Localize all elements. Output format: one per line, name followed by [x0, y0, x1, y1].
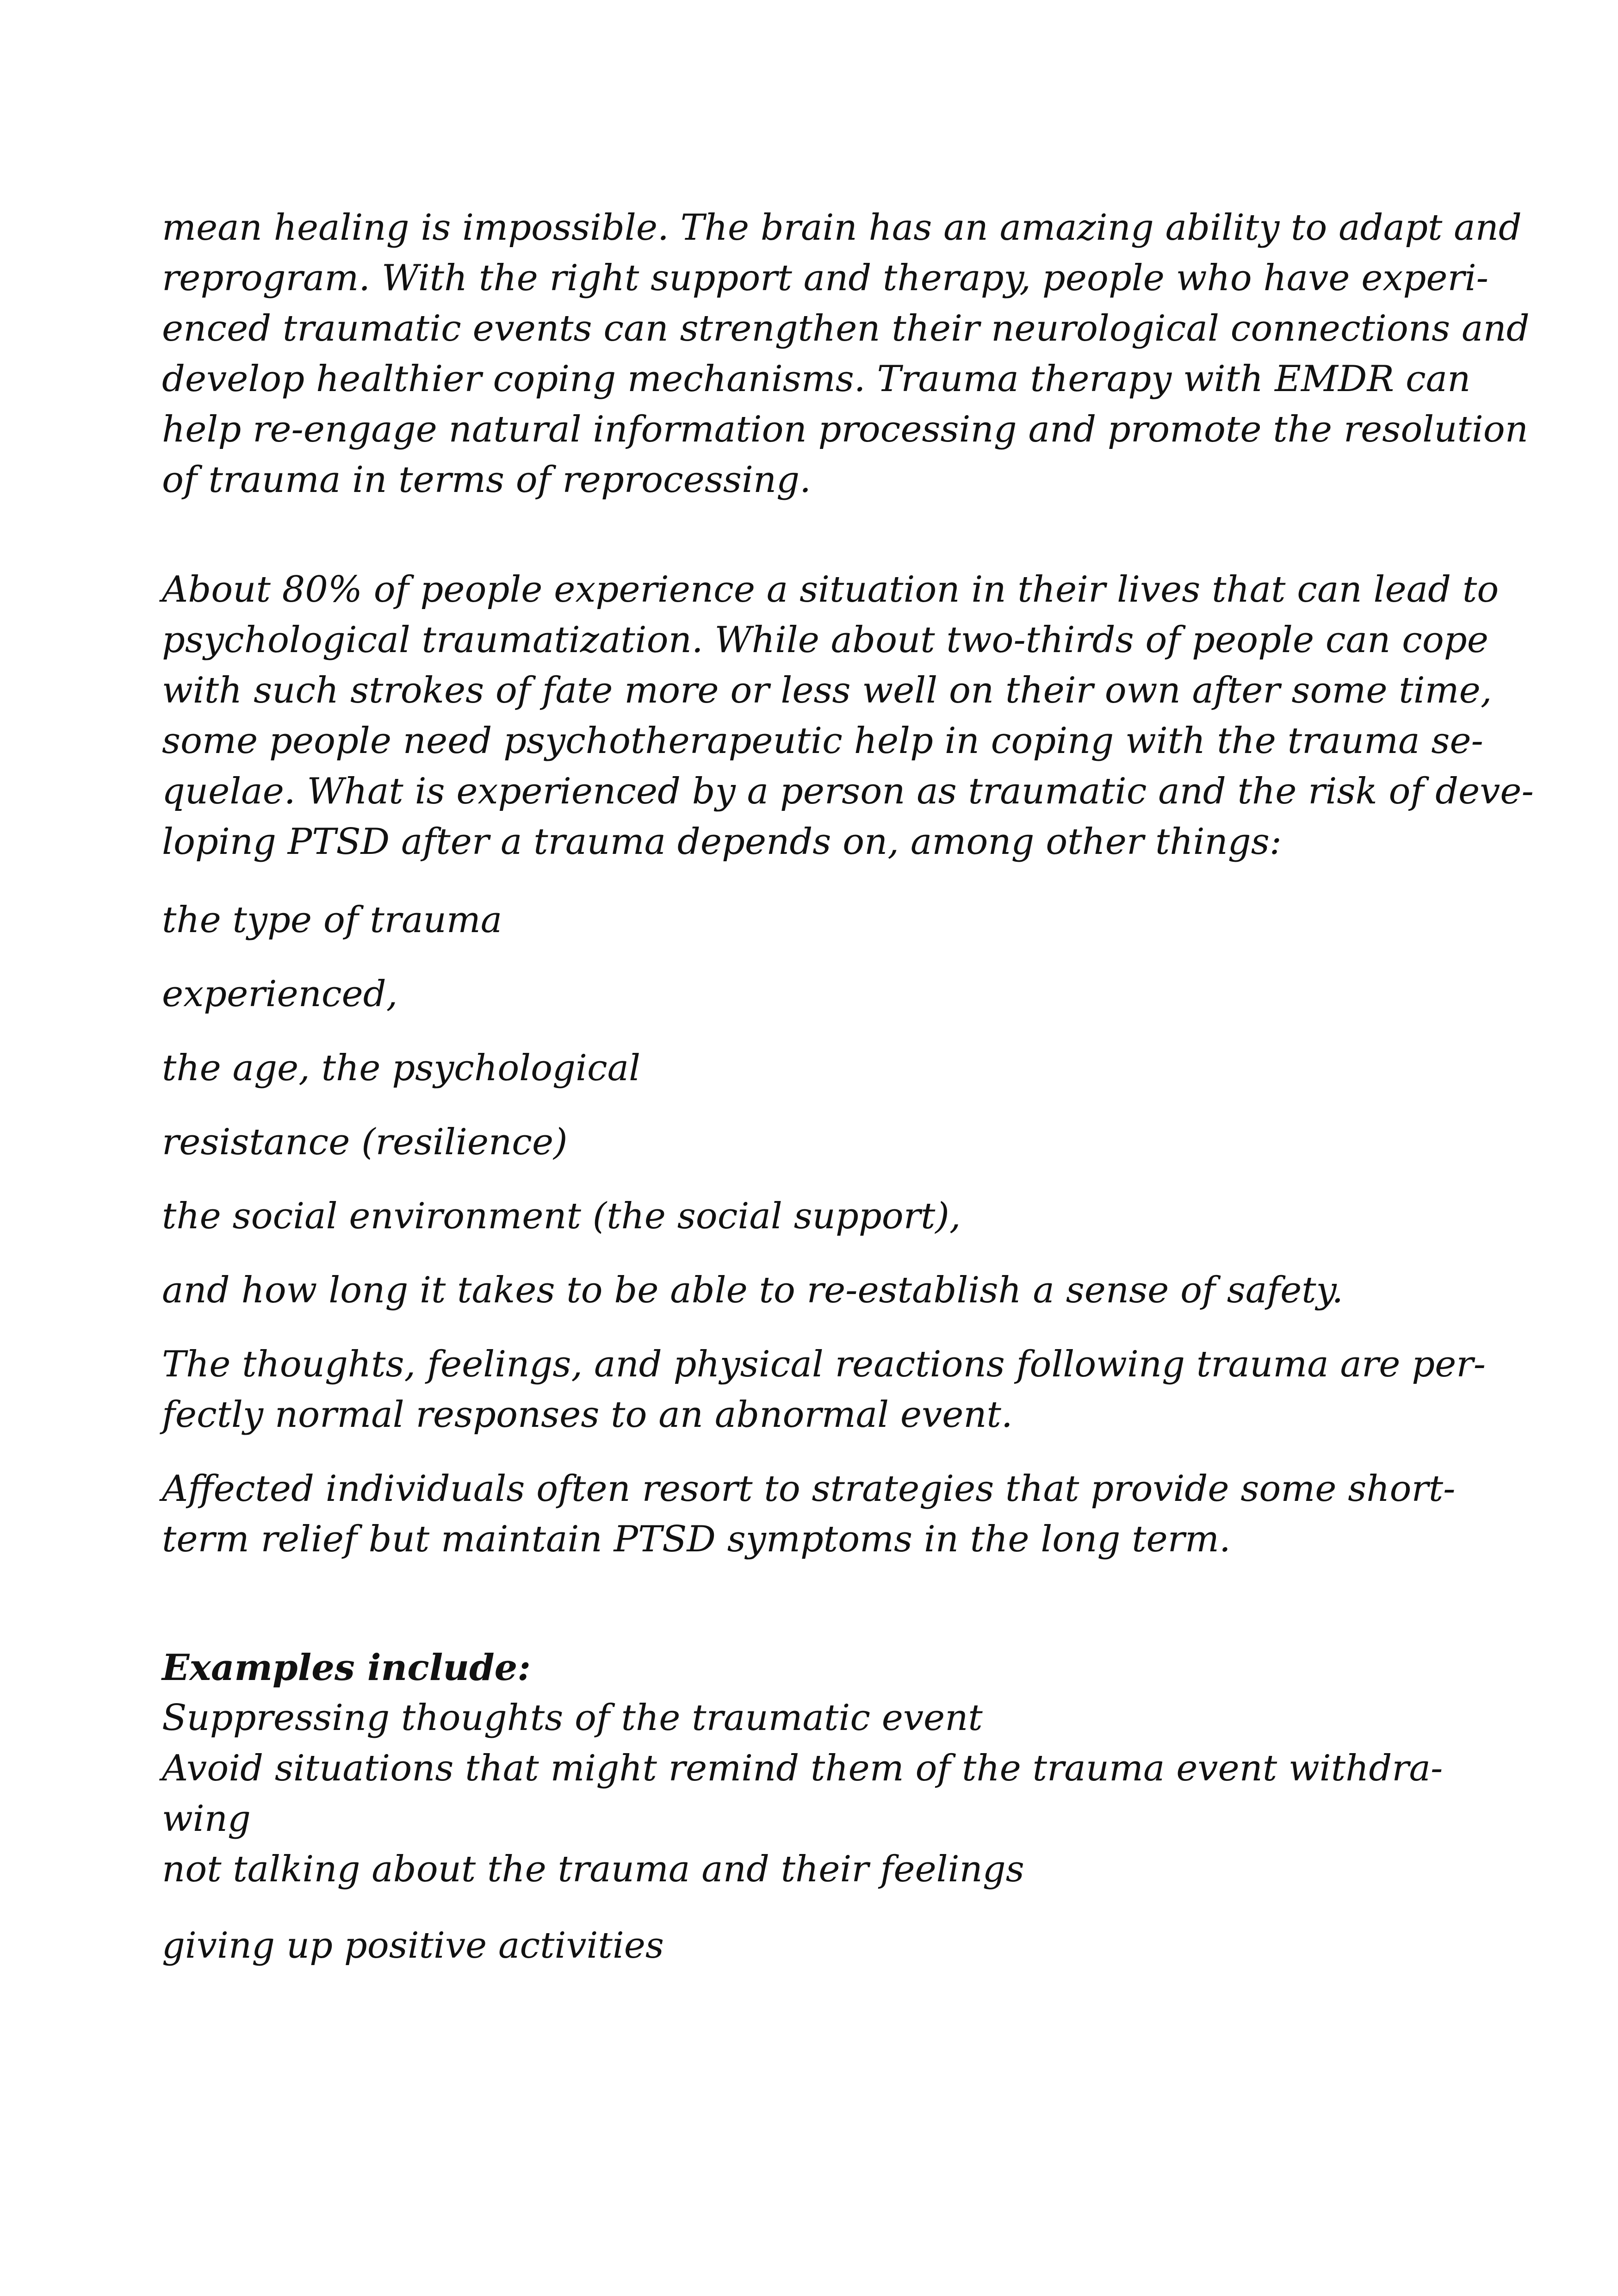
paragraph-strategies	[162, 1464, 1456, 1565]
examples-list	[162, 1693, 1443, 1895]
factor-item: the type of trauma	[162, 899, 502, 941]
text-line: of trauma in terms of reprocessing.	[162, 459, 811, 501]
text-line: enced traumatic events can strengthen their neurological connections and	[162, 308, 1530, 349]
example-item: Suppressing thoughts of the traumatic event	[162, 1697, 983, 1739]
examples-heading: Examples include:	[162, 1647, 531, 1689]
example-item: wing	[162, 1798, 251, 1840]
text-line: About 80% of people experience a situation in their lives that can lead to	[162, 569, 1499, 610]
example-item: giving up positive activities	[162, 1925, 664, 1966]
text-line: term relief but maintain PTSD symptoms in the long term.	[162, 1518, 1231, 1560]
text-line: fectly normal responses to an abnormal event.	[162, 1394, 1013, 1436]
factor-item: the age, the psychological	[162, 1047, 641, 1089]
text-line: with such strokes of fate more or less well on their own after some time,	[162, 670, 1492, 711]
factor-item: experienced,	[162, 973, 398, 1015]
factor-item: resistance (resilience)	[162, 1121, 568, 1163]
text-line: loping PTSD after a trauma depends on, among other things:	[162, 821, 1282, 863]
example-item: Avoid situations that might remind them of the trauma event withdra-	[162, 1748, 1443, 1789]
text-line: mean healing is impossible. The brain has an amazing ability to adapt and	[162, 207, 1522, 249]
paragraph-healing	[162, 203, 1530, 505]
text-line: reprogram. With the right support and therapy, people who have experi-	[162, 257, 1489, 299]
text-line: Affected individuals often resort to strategies that provide some short-	[162, 1468, 1456, 1510]
paragraph-normal-responses	[162, 1339, 1486, 1440]
paragraph-statistics	[162, 565, 1534, 867]
text-line: psychological traumatization. While about two-thirds of people can cope	[162, 619, 1488, 661]
text-line: some people need psychotherapeutic help in coping with the trauma se-	[162, 720, 1483, 762]
text-line: The thoughts, feelings, and physical reactions following trauma are per-	[162, 1344, 1486, 1385]
text-line: develop healthier coping mechanisms. Trauma therapy with EMDR can	[162, 358, 1471, 400]
factor-item: and how long it takes to be able to re-establish a sense of safety.	[162, 1269, 1344, 1311]
example-item: not talking about the trauma and their feelings	[162, 1848, 1024, 1890]
text-line: quelae. What is experienced by a person as traumatic and the risk of deve-	[162, 771, 1534, 812]
factor-item: the social environment (the social support),	[162, 1195, 961, 1237]
text-line: help re-engage natural information processing and promote the resolution	[162, 409, 1528, 450]
